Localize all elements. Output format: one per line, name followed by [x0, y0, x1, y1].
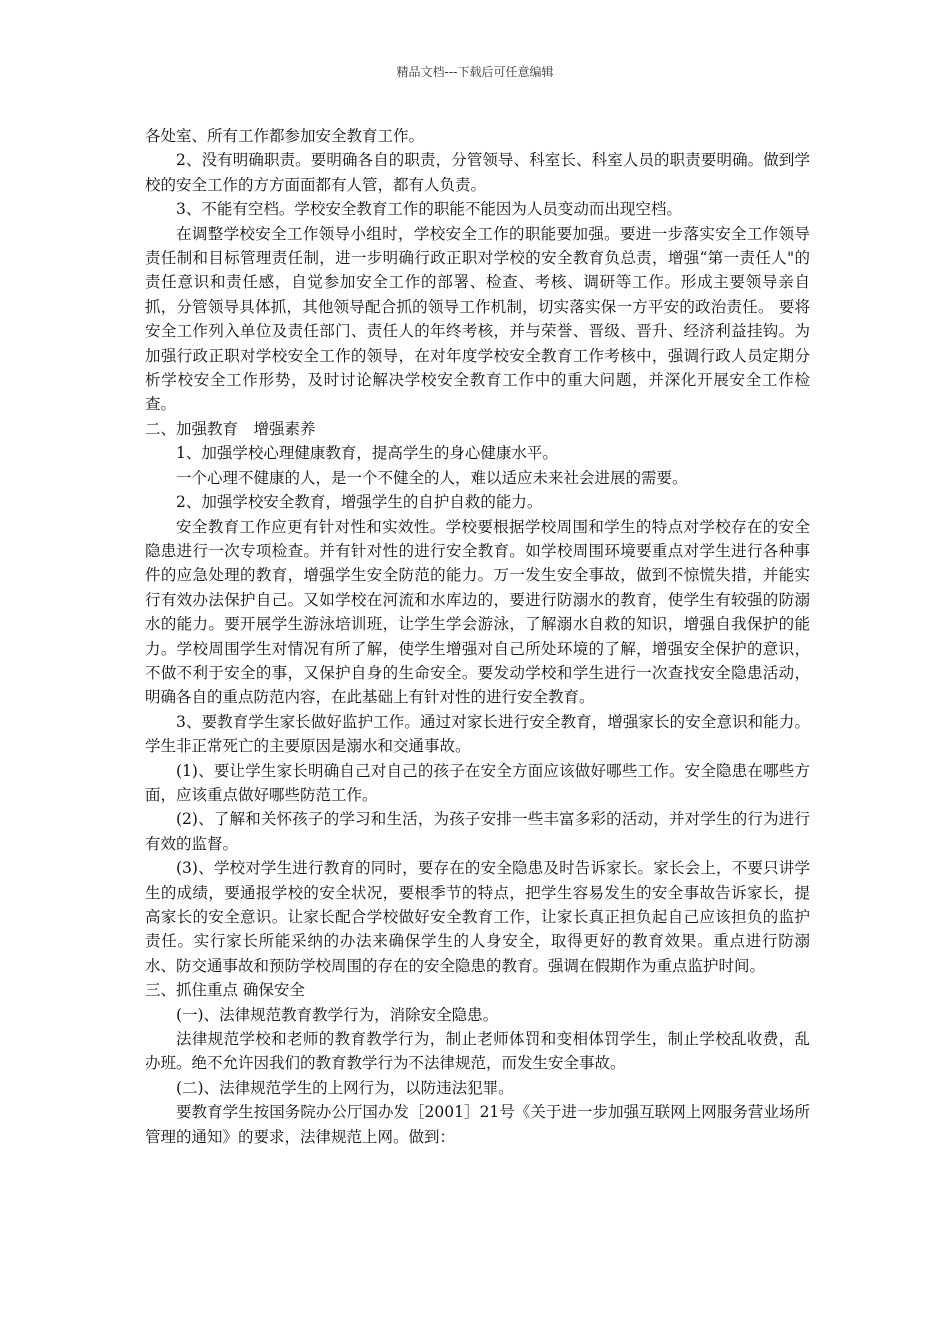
section-heading: 三、抓住重点 确保安全 [145, 981, 305, 1000]
document-body [145, 124, 810, 1149]
paragraph: 一个心理不健康的人，是一个不健全的人，难以适应未来社会进展的需要。 [176, 468, 688, 487]
paragraph: 安全教育工作应更有针对性和实效性。学校要根据学校周围和学生的特点对学校存在的安全隐患进行一次专项检查。并有针对性的进行安全教育。如学校周围环境要重点对学生进行各种事件的应急处理的教育，增强学生安全防范的能力。万一发生安全事故，做到不惊慌失措，并能实行有效办法保护自己。又如学校在河流和水库边的，要进行防溺水的教育，使学生有较强的防溺水的能力。要开展学生游泳培训班，让学生学会游泳，了解溺水自救的知识，增强自我保护的能力。学校周围学生对情况有所了解，使学生增强对自己所处环境的了解，增强安全保护的意识，不做不利于安全的事，又保护自身的生命安全。要发动学校和学生进行一次查找安全隐患活动，明确各自的重点防范内容，在此基础上有针对性的进行安全教育。 [145, 517, 810, 707]
paragraph: (一)、法律规范教育教学行为，消除安全隐患。 [176, 1005, 499, 1024]
paragraph: 2、没有明确职责。要明确各自的职责，分管领导、科室长、科室人员的职责要明确。做到学校的安全工作的方方面面都有人管，都有人负责。 [145, 151, 810, 194]
paragraph: 2、加强学校安全教育，增强学生的自护自救的能力。 [176, 493, 543, 512]
paragraph: 3、要教育学生家长做好监护工作。通过对家长进行安全教育，增强家长的安全意识和能力。学生非正常死亡的主要原因是溺水和交通事故。 [145, 712, 810, 756]
paragraph: (二)、法律规范学生的上网行为，以防违法犯罪。 [176, 1078, 514, 1097]
section-heading: 二、加强教育 增强素养 [145, 419, 316, 438]
paragraph: 要教育学生按国务院办公厅国办发［2001］21号《关于进一步加强互联网上网服务营业场所管理的通知》的要求，法律规范上网。做到： [145, 1103, 810, 1146]
paragraph: (1)、要让学生家长明确自己对自己的孩子在安全方面应该做好哪些工作。安全隐患在哪些方面，应该重点做好哪些防范工作。 [145, 761, 810, 804]
paragraph: (3)、学校对学生进行教育的同时，要存在的安全隐患及时告诉家长。家长会上，不要只讲学生的成绩，要通报学校的安全状况，要根季节的特点，把学生容易发生的安全事故告诉家长，提高家长的安全意识。让家长配合学校做好安全教育工作，让家长真正担负起自己应该担负的监护责任。实行家长所能采纳的办法来确保学生的人身安全，取得更好的教育效果。重点进行防溺水、防交通事故和预防学校周围的存在的安全隐患的教育。强调在假期作为重点监护时间。 [145, 859, 810, 975]
page-header: 精品文档---下载后可任意编辑 [396, 65, 554, 79]
paragraph: 3、不能有空档。学校安全教育工作的职能不能因为人员变动而出现空档。 [176, 200, 682, 219]
paragraph: 法律规范学校和老师的教育教学行为，制止老师体罚和变相体罚学生，制止学校乱收费，乱办班。绝不允许因我们的教育教学行为不法律规范，而发生安全事故。 [145, 1030, 810, 1073]
paragraph: 在调整学校安全工作领导小组时，学校安全工作的职能要加强。要进一步落实安全工作领导责任制和目标管理责任制，进一步明确行政正职对学校的安全教育负总责，增强“第一责任人"的责任意识和责任感，自觉参加安全工作的部署、检查、考核、调研等工作。形成主要领导亲自抓，分管领导具体抓，其他领导配合抓的领导工作机制，切实落实保一方平安的政治责任。 要将安全工作列入单位及责任部门、责任人的年终考核，并与荣誉、晋级、晋升、经济利益挂钩。为加强行政正职对学校安全工作的领导，在对年度学校安全教育工作考核中，强调行政人员定期分析学校安全工作形势，及时讨论解决学校安全教育工作中的重大问题，并深化开展安全工作检查。 [145, 224, 810, 414]
paragraph: 1、加强学校心理健康教育，提高学生的身心健康水平。 [176, 444, 558, 463]
paragraph: (2)、了解和关怀孩子的学习和生活，为孩子安排一些丰富多彩的活动，并对学生的行为进行有效的监督。 [145, 810, 810, 853]
paragraph: 各处室、所有工作都参加安全教育工作。 [145, 127, 425, 145]
